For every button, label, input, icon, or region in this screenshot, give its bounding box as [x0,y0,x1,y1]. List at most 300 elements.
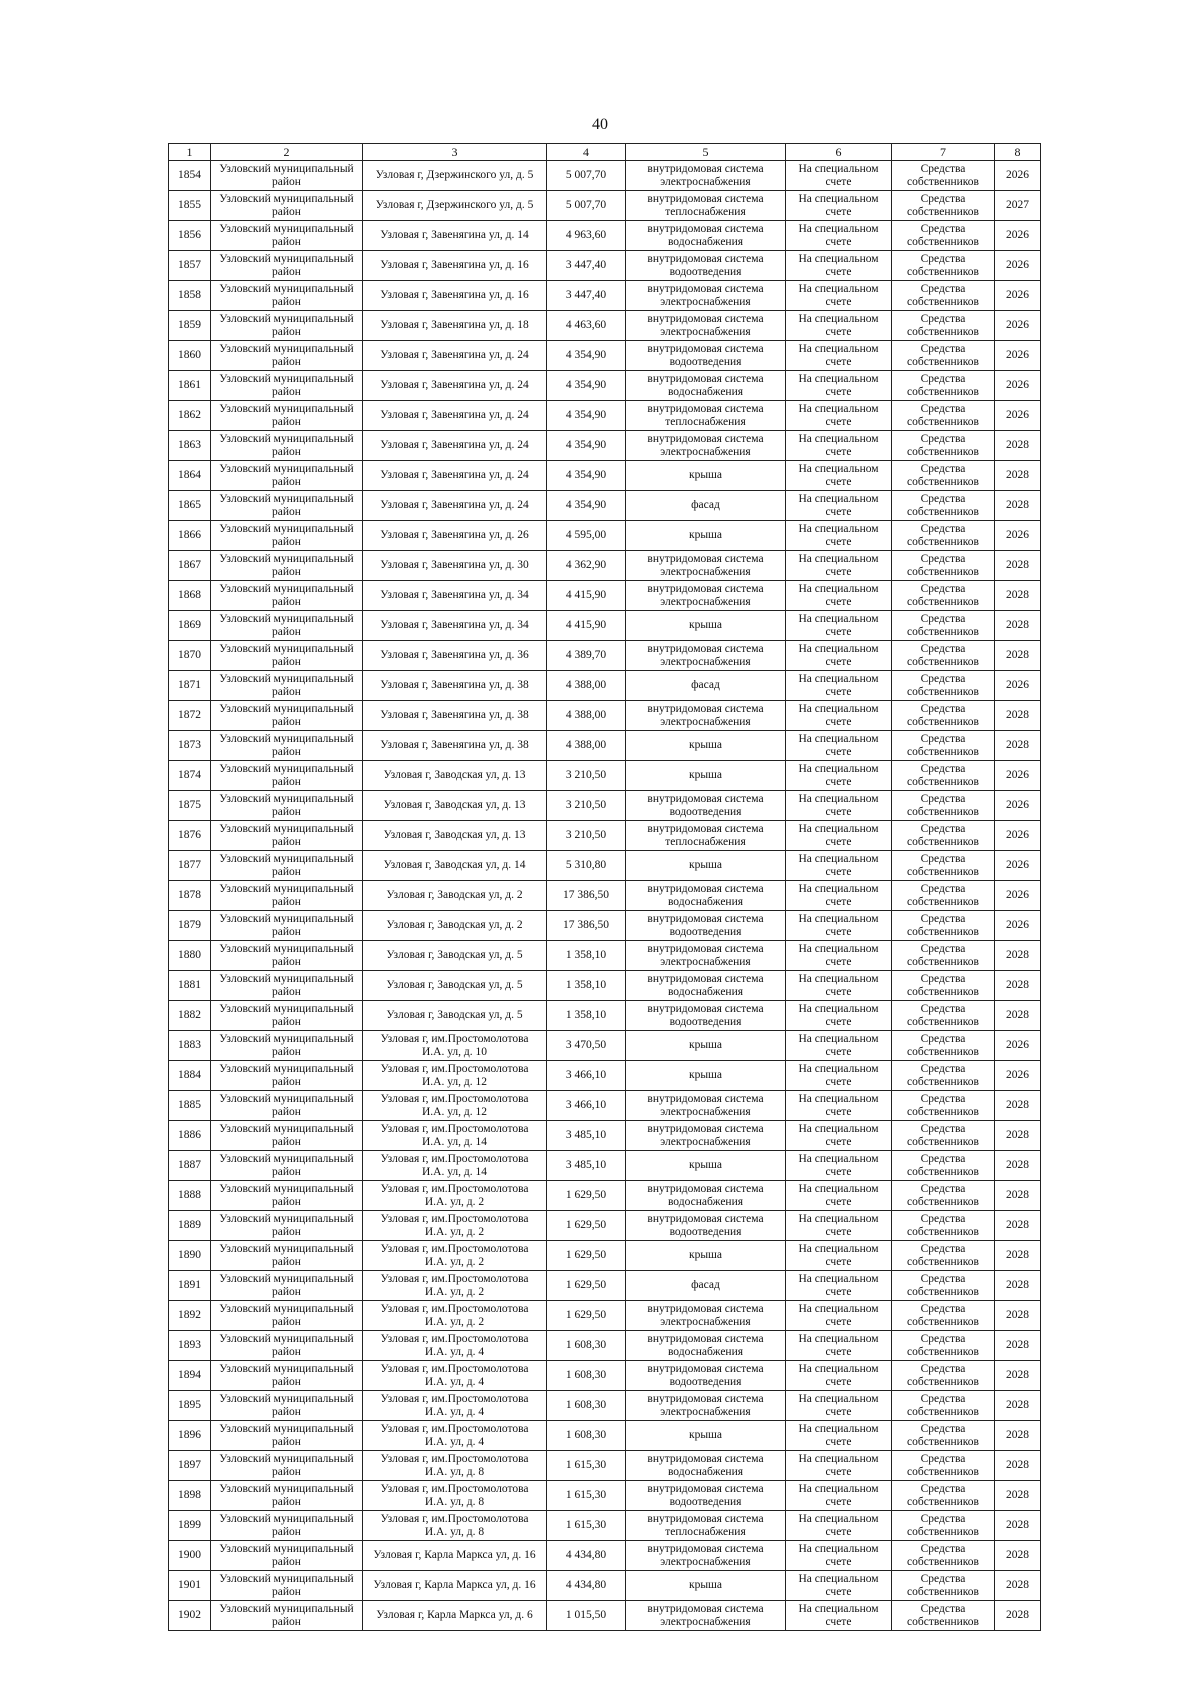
row-number-cell: 1889 [169,1211,211,1241]
account-cell: На специальном счете [786,671,892,701]
funding-cell: Средства собственников [892,1091,995,1121]
area-cell: 4 362,90 [547,551,626,581]
table-row [169,761,1041,791]
table-row [169,881,1041,911]
municipality-cell: Узловский муниципальный район [211,581,363,611]
year-cell: 2026 [995,401,1041,431]
row-number-cell: 1887 [169,1151,211,1181]
year-cell: 2028 [995,731,1041,761]
account-cell: На специальном счете [786,341,892,371]
address-cell: Узловая г, им.Простомолотова И.А. ул, д. 2 [363,1181,547,1211]
area-cell: 4 595,00 [547,521,626,551]
year-cell: 2028 [995,1241,1041,1271]
table-row [169,1331,1041,1361]
funding-cell: Средства собственников [892,401,995,431]
account-cell: На специальном счете [786,431,892,461]
funding-cell: Средства собственников [892,1481,995,1511]
table-body [169,161,1041,1631]
work-type-cell: крыша [626,731,786,761]
address-cell: Узловая г, Завенягина ул, д. 26 [363,521,547,551]
area-cell: 1 608,30 [547,1361,626,1391]
municipality-cell: Узловский муниципальный район [211,761,363,791]
funding-cell: Средства собственников [892,881,995,911]
col-header-7: 7 [892,144,995,161]
account-cell: На специальном счете [786,1121,892,1151]
work-type-cell: внутридомовая система электроснабжения [626,1541,786,1571]
account-cell: На специальном счете [786,1241,892,1271]
table-row [169,251,1041,281]
area-cell: 4 389,70 [547,641,626,671]
municipality-cell: Узловский муниципальный район [211,1331,363,1361]
municipality-cell: Узловский муниципальный район [211,1091,363,1121]
funding-cell: Средства собственников [892,701,995,731]
address-cell: Узловая г, Завенягина ул, д. 38 [363,701,547,731]
municipality-cell: Узловский муниципальный район [211,281,363,311]
municipality-cell: Узловский муниципальный район [211,1151,363,1181]
funding-cell: Средства собственников [892,1301,995,1331]
work-type-cell: внутридомовая система теплоснабжения [626,1511,786,1541]
account-cell: На специальном счете [786,1481,892,1511]
account-cell: На специальном счете [786,1151,892,1181]
area-cell: 3 447,40 [547,251,626,281]
funding-cell: Средства собственников [892,1421,995,1451]
funding-cell: Средства собственников [892,731,995,761]
address-cell: Узловая г, им.Простомолотова И.А. ул, д. 4 [363,1331,547,1361]
row-number-cell: 1869 [169,611,211,641]
funding-cell: Средства собственников [892,851,995,881]
area-cell: 4 415,90 [547,581,626,611]
row-number-cell: 1895 [169,1391,211,1421]
address-cell: Узловая г, Завенягина ул, д. 24 [363,371,547,401]
table-row [169,1031,1041,1061]
municipality-cell: Узловский муниципальный район [211,851,363,881]
address-cell: Узловая г, Дзержинского ул, д. 5 [363,191,547,221]
row-number-cell: 1875 [169,791,211,821]
table-row [169,281,1041,311]
area-cell: 3 485,10 [547,1121,626,1151]
account-cell: На специальном счете [786,611,892,641]
municipality-cell: Узловский муниципальный район [211,1121,363,1151]
year-cell: 2028 [995,1301,1041,1331]
row-number-cell: 1861 [169,371,211,401]
address-cell: Узловая г, Завенягина ул, д. 24 [363,431,547,461]
year-cell: 2028 [995,491,1041,521]
address-cell: Узловая г, им.Простомолотова И.А. ул, д. 2 [363,1241,547,1271]
work-type-cell: внутридомовая система водоотведения [626,1211,786,1241]
row-number-cell: 1881 [169,971,211,1001]
year-cell: 2026 [995,791,1041,821]
address-cell: Узловая г, им.Простомолотова И.А. ул, д. 14 [363,1121,547,1151]
work-type-cell: внутридомовая система теплоснабжения [626,401,786,431]
address-cell: Узловая г, Заводская ул, д. 5 [363,1001,547,1031]
municipality-cell: Узловский муниципальный район [211,731,363,761]
municipality-cell: Узловский муниципальный район [211,881,363,911]
account-cell: На специальном счете [786,1601,892,1631]
municipality-cell: Узловский муниципальный район [211,671,363,701]
funding-cell: Средства собственников [892,1361,995,1391]
area-cell: 4 354,90 [547,341,626,371]
municipality-cell: Узловский муниципальный район [211,1601,363,1631]
row-number-cell: 1896 [169,1421,211,1451]
municipality-cell: Узловский муниципальный район [211,311,363,341]
funding-cell: Средства собственников [892,341,995,371]
address-cell: Узловая г, Карла Маркса ул, д. 16 [363,1571,547,1601]
year-cell: 2026 [995,221,1041,251]
municipality-cell: Узловский муниципальный район [211,221,363,251]
work-type-cell: внутридомовая система электроснабжения [626,1121,786,1151]
area-cell: 4 388,00 [547,731,626,761]
year-cell: 2028 [995,1121,1041,1151]
account-cell: На специальном счете [786,401,892,431]
account-cell: На специальном счете [786,1331,892,1361]
address-cell: Узловая г, им.Простомолотова И.А. ул, д. 8 [363,1511,547,1541]
work-type-cell: внутридомовая система водоотведения [626,1481,786,1511]
row-number-cell: 1857 [169,251,211,281]
table-row [169,671,1041,701]
area-cell: 1 629,50 [547,1271,626,1301]
funding-cell: Средства собственников [892,641,995,671]
municipality-cell: Узловский муниципальный район [211,341,363,371]
table-row [169,461,1041,491]
funding-cell: Средства собственников [892,521,995,551]
municipality-cell: Узловский муниципальный район [211,821,363,851]
municipality-cell: Узловский муниципальный район [211,611,363,641]
municipality-cell: Узловский муниципальный район [211,1481,363,1511]
row-number-cell: 1882 [169,1001,211,1031]
municipality-cell: Узловский муниципальный район [211,401,363,431]
area-cell: 4 415,90 [547,611,626,641]
work-type-cell: внутридомовая система водоотведения [626,251,786,281]
table-row [169,1151,1041,1181]
address-cell: Узловая г, им.Простомолотова И.А. ул, д. 10 [363,1031,547,1061]
work-type-cell: крыша [626,851,786,881]
municipality-cell: Узловский муниципальный район [211,551,363,581]
year-cell: 2028 [995,1091,1041,1121]
row-number-cell: 1872 [169,701,211,731]
row-number-cell: 1890 [169,1241,211,1271]
year-cell: 2028 [995,611,1041,641]
account-cell: На специальном счете [786,1061,892,1091]
work-type-cell: внутридомовая система теплоснабжения [626,821,786,851]
area-cell: 1 608,30 [547,1331,626,1361]
row-number-cell: 1862 [169,401,211,431]
work-type-cell: внутридомовая система водоснабжения [626,881,786,911]
table-row [169,401,1041,431]
address-cell: Узловая г, им.Простомолотова И.А. ул, д. 2 [363,1211,547,1241]
table-row [169,1601,1041,1631]
table-row [169,1541,1041,1571]
municipality-cell: Узловский муниципальный район [211,791,363,821]
row-number-cell: 1892 [169,1301,211,1331]
area-cell: 3 485,10 [547,1151,626,1181]
table-row [169,221,1041,251]
account-cell: На специальном счете [786,761,892,791]
work-type-cell: внутридомовая система водоснабжения [626,1451,786,1481]
work-type-cell: внутридомовая система электроснабжения [626,701,786,731]
work-type-cell: внутридомовая система водоснабжения [626,971,786,1001]
table-row [169,371,1041,401]
work-type-cell: внутридомовая система водоотведения [626,1001,786,1031]
funding-cell: Средства собственников [892,581,995,611]
work-type-cell: внутридомовая система электроснабжения [626,161,786,191]
address-cell: Узловая г, Заводская ул, д. 5 [363,941,547,971]
area-cell: 4 354,90 [547,401,626,431]
funding-cell: Средства собственников [892,461,995,491]
municipality-cell: Узловский муниципальный район [211,911,363,941]
work-type-cell: крыша [626,461,786,491]
account-cell: На специальном счете [786,941,892,971]
row-number-cell: 1859 [169,311,211,341]
account-cell: На специальном счете [786,371,892,401]
address-cell: Узловая г, Заводская ул, д. 5 [363,971,547,1001]
area-cell: 4 354,90 [547,431,626,461]
account-cell: На специальном счете [786,1211,892,1241]
area-cell: 4 354,90 [547,461,626,491]
municipality-cell: Узловский муниципальный район [211,431,363,461]
address-cell: Узловая г, им.Простомолотова И.А. ул, д. 2 [363,1271,547,1301]
year-cell: 2028 [995,941,1041,971]
table-row [169,1361,1041,1391]
address-cell: Узловая г, Завенягина ул, д. 30 [363,551,547,581]
table-row [169,1091,1041,1121]
year-cell: 2026 [995,251,1041,281]
municipality-cell: Узловский муниципальный район [211,941,363,971]
address-cell: Узловая г, Завенягина ул, д. 24 [363,491,547,521]
funding-cell: Средства собственников [892,281,995,311]
header-row [169,144,1041,161]
area-cell: 1 615,30 [547,1451,626,1481]
area-cell: 4 388,00 [547,701,626,731]
table-row [169,1211,1041,1241]
area-cell: 4 463,60 [547,311,626,341]
account-cell: На специальном счете [786,1271,892,1301]
work-type-cell: крыша [626,1031,786,1061]
funding-cell: Средства собственников [892,251,995,281]
area-cell: 5 310,80 [547,851,626,881]
year-cell: 2027 [995,191,1041,221]
account-cell: На специальном счете [786,1091,892,1121]
row-number-cell: 1858 [169,281,211,311]
table-row [169,191,1041,221]
table-row [169,491,1041,521]
row-number-cell: 1900 [169,1541,211,1571]
municipality-cell: Узловский муниципальный район [211,1271,363,1301]
area-cell: 3 210,50 [547,761,626,791]
funding-cell: Средства собственников [892,431,995,461]
row-number-cell: 1878 [169,881,211,911]
municipality-cell: Узловский муниципальный район [211,1511,363,1541]
year-cell: 2028 [995,1391,1041,1421]
table-row [169,551,1041,581]
year-cell: 2028 [995,1481,1041,1511]
work-type-cell: внутридомовая система водоснабжения [626,221,786,251]
row-number-cell: 1866 [169,521,211,551]
table-row [169,1121,1041,1151]
funding-cell: Средства собственников [892,761,995,791]
row-number-cell: 1877 [169,851,211,881]
year-cell: 2028 [995,1421,1041,1451]
table-row [169,1181,1041,1211]
area-cell: 1 358,10 [547,1001,626,1031]
address-cell: Узловая г, Завенягина ул, д. 24 [363,461,547,491]
table-row [169,1421,1041,1451]
address-cell: Узловая г, Завенягина ул, д. 34 [363,611,547,641]
funding-cell: Средства собственников [892,191,995,221]
account-cell: На специальном счете [786,791,892,821]
address-cell: Узловая г, Завенягина ул, д. 34 [363,581,547,611]
table-row [169,1391,1041,1421]
table-row [169,1451,1041,1481]
row-number-cell: 1885 [169,1091,211,1121]
table-row [169,341,1041,371]
municipality-cell: Узловский муниципальный район [211,191,363,221]
area-cell: 17 386,50 [547,911,626,941]
row-number-cell: 1865 [169,491,211,521]
work-type-cell: внутридомовая система электроснабжения [626,581,786,611]
account-cell: На специальном счете [786,701,892,731]
funding-cell: Средства собственников [892,821,995,851]
address-cell: Узловая г, Заводская ул, д. 13 [363,761,547,791]
year-cell: 2026 [995,281,1041,311]
table-row [169,1241,1041,1271]
address-cell: Узловая г, им.Простомолотова И.А. ул, д. 14 [363,1151,547,1181]
funding-cell: Средства собственников [892,911,995,941]
col-header-6: 6 [786,144,892,161]
year-cell: 2028 [995,431,1041,461]
account-cell: На специальном счете [786,191,892,221]
account-cell: На специальном счете [786,1301,892,1331]
funding-cell: Средства собственников [892,551,995,581]
year-cell: 2028 [995,1541,1041,1571]
funding-cell: Средства собственников [892,1031,995,1061]
work-type-cell: фасад [626,1271,786,1301]
funding-cell: Средства собственников [892,1571,995,1601]
table-row [169,791,1041,821]
table-row [169,161,1041,191]
table-row [169,311,1041,341]
account-cell: На специальном счете [786,821,892,851]
year-cell: 2028 [995,1451,1041,1481]
account-cell: На специальном счете [786,521,892,551]
account-cell: На специальном счете [786,161,892,191]
area-cell: 1 615,30 [547,1511,626,1541]
funding-cell: Средства собственников [892,1181,995,1211]
year-cell: 2028 [995,581,1041,611]
area-cell: 1 015,50 [547,1601,626,1631]
municipality-cell: Узловский муниципальный район [211,1211,363,1241]
area-cell: 1 358,10 [547,971,626,1001]
area-cell: 4 434,80 [547,1571,626,1601]
address-cell: Узловая г, Заводская ул, д. 13 [363,821,547,851]
work-type-cell: внутридомовая система электроснабжения [626,641,786,671]
municipality-cell: Узловский муниципальный район [211,1361,363,1391]
address-cell: Узловая г, им.Простомолотова И.А. ул, д. 12 [363,1061,547,1091]
row-number-cell: 1879 [169,911,211,941]
area-cell: 3 466,10 [547,1061,626,1091]
account-cell: На специальном счете [786,1451,892,1481]
account-cell: На специальном счете [786,971,892,1001]
account-cell: На специальном счете [786,1571,892,1601]
row-number-cell: 1863 [169,431,211,461]
address-cell: Узловая г, Завенягина ул, д. 16 [363,251,547,281]
area-cell: 4 354,90 [547,491,626,521]
year-cell: 2026 [995,1031,1041,1061]
account-cell: На специальном счете [786,461,892,491]
year-cell: 2028 [995,1511,1041,1541]
year-cell: 2028 [995,1331,1041,1361]
funding-cell: Средства собственников [892,1391,995,1421]
col-header-5: 5 [626,144,786,161]
account-cell: На специальном счете [786,1541,892,1571]
area-cell: 1 629,50 [547,1241,626,1271]
row-number-cell: 1871 [169,671,211,701]
table-row [169,821,1041,851]
municipality-cell: Узловский муниципальный район [211,161,363,191]
funding-cell: Средства собственников [892,1331,995,1361]
work-type-cell: внутридомовая система водоснабжения [626,1331,786,1361]
municipality-cell: Узловский муниципальный район [211,1391,363,1421]
address-cell: Узловая г, Завенягина ул, д. 24 [363,401,547,431]
row-number-cell: 1886 [169,1121,211,1151]
table-row [169,1061,1041,1091]
area-cell: 1 608,30 [547,1421,626,1451]
row-number-cell: 1884 [169,1061,211,1091]
row-number-cell: 1891 [169,1271,211,1301]
area-cell: 1 358,10 [547,941,626,971]
area-cell: 4 354,90 [547,371,626,401]
area-cell: 3 470,50 [547,1031,626,1061]
row-number-cell: 1901 [169,1571,211,1601]
municipality-cell: Узловский муниципальный район [211,251,363,281]
address-cell: Узловая г, Завенягина ул, д. 38 [363,671,547,701]
funding-cell: Средства собственников [892,971,995,1001]
row-number-cell: 1888 [169,1181,211,1211]
work-type-cell: крыша [626,1151,786,1181]
year-cell: 2026 [995,881,1041,911]
year-cell: 2026 [995,761,1041,791]
municipality-cell: Узловский муниципальный район [211,1241,363,1271]
row-number-cell: 1893 [169,1331,211,1361]
funding-cell: Средства собственников [892,791,995,821]
row-number-cell: 1860 [169,341,211,371]
year-cell: 2026 [995,671,1041,701]
account-cell: На специальном счете [786,281,892,311]
area-cell: 4 434,80 [547,1541,626,1571]
work-type-cell: внутридомовая система электроснабжения [626,1091,786,1121]
year-cell: 2028 [995,1151,1041,1181]
account-cell: На специальном счете [786,251,892,281]
funding-cell: Средства собственников [892,1151,995,1181]
area-cell: 3 447,40 [547,281,626,311]
work-type-cell: внутридомовая система электроснабжения [626,431,786,461]
work-type-cell: внутридомовая система теплоснабжения [626,191,786,221]
address-cell: Узловая г, Карла Маркса ул, д. 6 [363,1601,547,1631]
register-table [168,143,1041,1631]
year-cell: 2028 [995,1361,1041,1391]
work-type-cell: внутридомовая система водоотведения [626,791,786,821]
account-cell: На специальном счете [786,1511,892,1541]
year-cell: 2028 [995,461,1041,491]
municipality-cell: Узловский муниципальный район [211,1031,363,1061]
address-cell: Узловая г, им.Простомолотова И.А. ул, д. 2 [363,1301,547,1331]
funding-cell: Средства собственников [892,1601,995,1631]
funding-cell: Средства собственников [892,1211,995,1241]
row-number-cell: 1873 [169,731,211,761]
table-row [169,611,1041,641]
col-header-1: 1 [169,144,211,161]
funding-cell: Средства собственников [892,1241,995,1271]
municipality-cell: Узловский муниципальный район [211,641,363,671]
